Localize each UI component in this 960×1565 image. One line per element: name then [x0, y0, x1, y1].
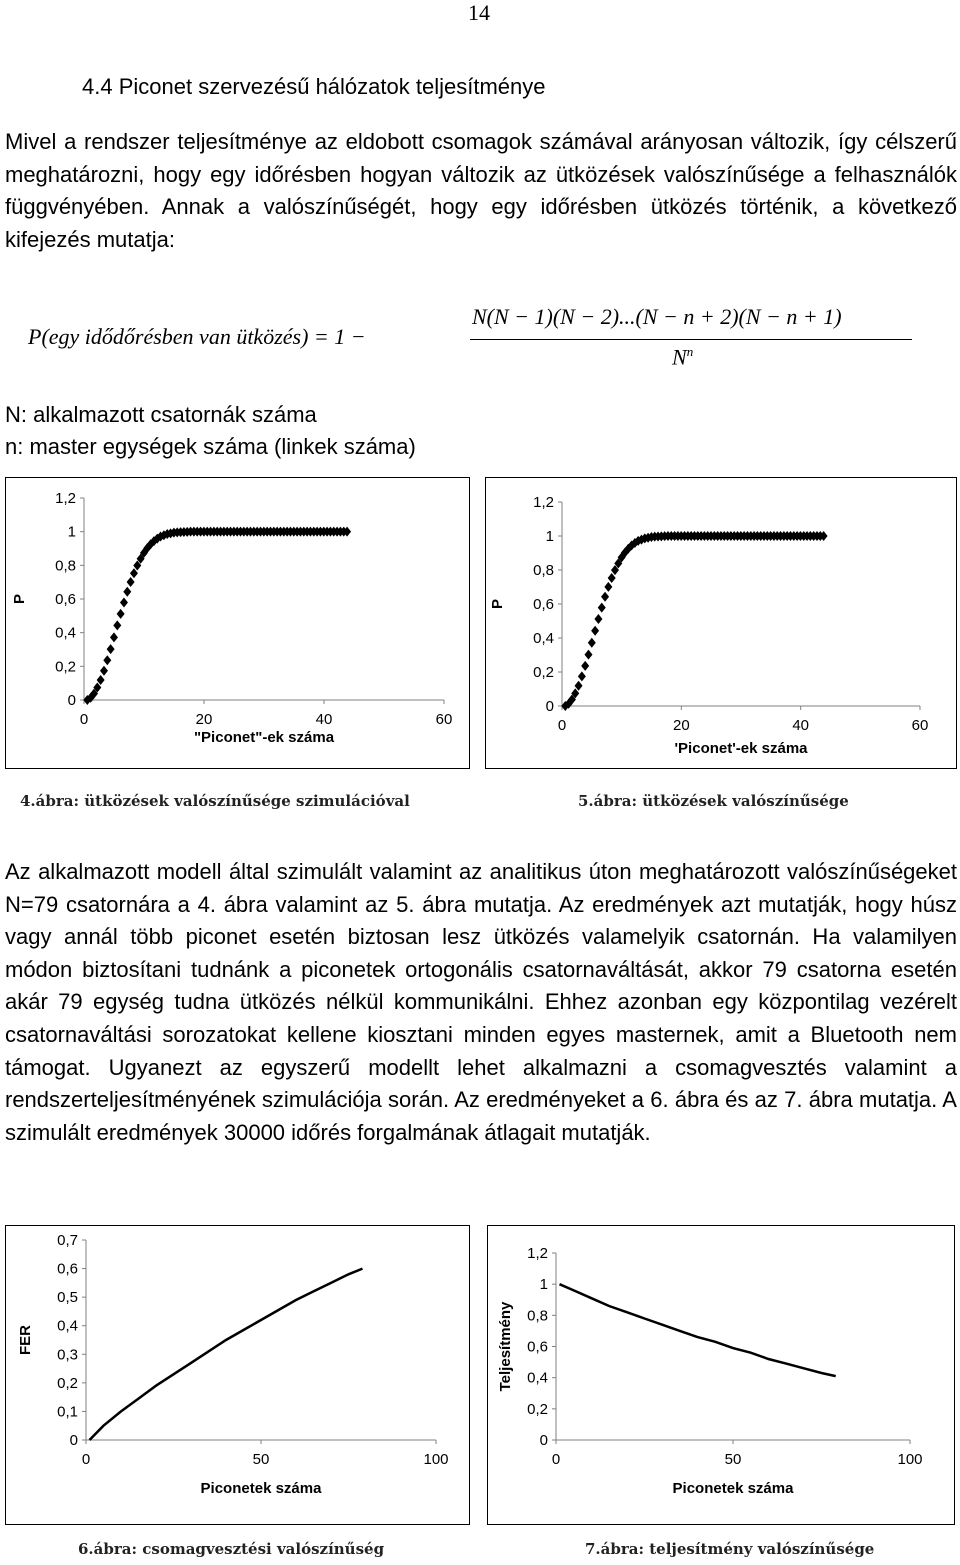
figure-4-chart: [6, 478, 468, 767]
data-point: [107, 644, 115, 654]
figure-7-chart: [488, 1226, 953, 1523]
series-line: [560, 1284, 836, 1376]
y-tick-label: 1: [67, 523, 76, 541]
x-axis-label: Piconetek száma: [200, 1480, 322, 1497]
y-tick-label: 0: [69, 1432, 78, 1449]
y-tick-label: 0,2: [527, 1400, 548, 1418]
y-tick-label: 1,2: [533, 494, 554, 511]
y-tick-label: 0,6: [57, 1260, 78, 1278]
data-point: [578, 671, 586, 681]
x-axis-label: 'Piconet'-ek száma: [674, 740, 808, 757]
x-tick-label: 20: [195, 711, 213, 728]
x-tick-label: 0: [81, 1451, 91, 1468]
figure-5-chart: [486, 478, 955, 767]
x-tick-label: 60: [911, 717, 929, 734]
page-number: 14: [468, 0, 490, 25]
y-tick-label: 0,4: [57, 1317, 78, 1335]
formula-denominator: [672, 344, 693, 370]
y-axis-label: P: [11, 593, 28, 605]
x-tick-label: 0: [79, 711, 89, 728]
y-tick-label: 0,8: [55, 557, 76, 575]
data-point: [584, 650, 592, 660]
data-point: [117, 609, 125, 619]
y-tick-label: 0,4: [533, 630, 554, 647]
data-point: [588, 638, 596, 648]
x-tick-label: 40: [315, 711, 333, 728]
x-tick-label: 0: [551, 1451, 561, 1468]
x-tick-label: 100: [423, 1451, 449, 1468]
formula-left: P(egy idődőrésben van ütközés) = 1 −: [28, 324, 366, 349]
x-tick-label: 20: [672, 717, 690, 734]
denominator-exponent: n: [686, 344, 694, 359]
data-point: [123, 587, 131, 597]
y-tick-label: 0,6: [533, 596, 554, 613]
y-tick-label: 0,7: [57, 1232, 78, 1249]
y-axis-label: FER: [17, 1325, 34, 1355]
y-tick-label: 1,2: [55, 490, 76, 507]
formula-numerator: N(N − 1)(N − 2)...(N − n + 2)(N − n + 1): [472, 304, 842, 329]
x-tick-label: 0: [557, 717, 567, 734]
figure-4-caption: 4.ábra: ütközések valószínűsége szimulációval: [20, 792, 410, 810]
figure-6-chart: [6, 1226, 468, 1523]
y-axis-label: Teljesítmény: [497, 1301, 514, 1392]
results-paragraph: Az alkalmazott modell által szimulált valamint az analitikus úton meghatározott valószínűségeket N=79 csatornára a 4. ábra valamint az 5. ábra mutatja. Az eredmények azt mutatják, hogy húsz vagy annál több piconet esetén biztosan lesz ütközés valamelyik csatornán. Ha valamilyen módon biztosítani tudnánk a piconetek ortogonális csatornaváltását, akkor 79 csatorna esetén akár 79 egység tudna ütközés nélkül kommunikálni. Ehhez azonban egy központilag vezérelt csatornaváltási sorozatokat kellene kiosztani minden egyes masternek, amit a Bluetooth nem támogat. Ugyanezt az egyszerű modellt lehet alkalmazni a csomagvesztés valamint a rendszerteljesítményének szimulációja során. Az eredményeket a 6. ábra és az 7. ábra mutatja. A szimulált eredmények 30000 időrés forgalmának átlagait mutatják.: [5, 859, 957, 1145]
data-point: [110, 632, 118, 642]
data-point: [598, 603, 606, 613]
x-axis-label: Piconetek száma: [672, 1480, 794, 1497]
x-tick-label: 50: [724, 1451, 742, 1468]
y-tick-label: 0,6: [55, 591, 76, 608]
y-tick-label: 0: [539, 1432, 548, 1449]
data-point: [103, 655, 111, 665]
y-tick-label: 0,8: [533, 562, 554, 579]
data-point: [113, 620, 121, 630]
x-axis-label: "Piconet"-ek száma: [193, 729, 335, 746]
data-point: [594, 614, 602, 624]
fraction-bar: [470, 339, 912, 340]
y-tick-label: 0: [67, 692, 76, 709]
y-tick-label: 0,4: [55, 624, 76, 642]
y-tick-label: 0,3: [57, 1346, 78, 1364]
y-tick-label: 0,8: [527, 1307, 548, 1325]
y-tick-label: 0,2: [533, 664, 554, 681]
series-line: [90, 1269, 363, 1440]
data-point: [591, 626, 599, 636]
denominator-base: N: [672, 344, 687, 370]
y-axis-label: P: [489, 598, 506, 610]
intro-paragraph: Mivel a rendszer teljesítménye az eldobott csomagok számával arányosan változik, így célszerű meghatározni, hogy egy időrésben hogyan változik az ütközések valószínűsége a felhasználók függvényében. Annak a valószínűségét, hogy egy időrésben ütközés történik, a következő kifejezés mutatja:: [5, 129, 957, 252]
y-tick-label: 0,2: [57, 1374, 78, 1392]
y-tick-label: 1: [545, 528, 554, 545]
y-tick-label: 1: [539, 1276, 548, 1294]
collision-formula: [0, 300, 960, 380]
data-point: [127, 577, 135, 587]
y-tick-label: 0,6: [527, 1338, 548, 1356]
data-point: [581, 661, 589, 671]
definition-N: N: alkalmazott csatornák száma: [5, 402, 317, 427]
data-point: [120, 598, 128, 608]
definition-n: n: master egységek száma (linkek száma): [5, 434, 416, 459]
section-heading: 4.4 Piconet szervezésű hálózatok teljesítménye: [82, 74, 546, 99]
data-point: [601, 592, 609, 602]
y-tick-label: 1,2: [527, 1245, 548, 1262]
y-tick-label: 0,5: [57, 1289, 78, 1307]
y-tick-label: 0,2: [55, 658, 76, 676]
x-tick-label: 60: [435, 711, 453, 728]
figure-6-caption: 6.ábra: csomagvesztési valószínűség: [78, 1540, 385, 1558]
y-tick-label: 0,4: [527, 1369, 548, 1387]
x-tick-label: 100: [897, 1451, 923, 1468]
y-tick-label: 0,1: [57, 1403, 78, 1421]
figure-5-caption: 5.ábra: ütközések valószínűsége: [578, 792, 849, 810]
figure-7-caption: 7.ábra: teljesítmény valószínűsége: [585, 1540, 875, 1558]
data-point: [604, 582, 612, 592]
x-tick-label: 50: [252, 1451, 270, 1468]
data-point: [100, 666, 108, 676]
y-tick-label: 0: [545, 698, 554, 715]
x-tick-label: 40: [792, 717, 810, 734]
